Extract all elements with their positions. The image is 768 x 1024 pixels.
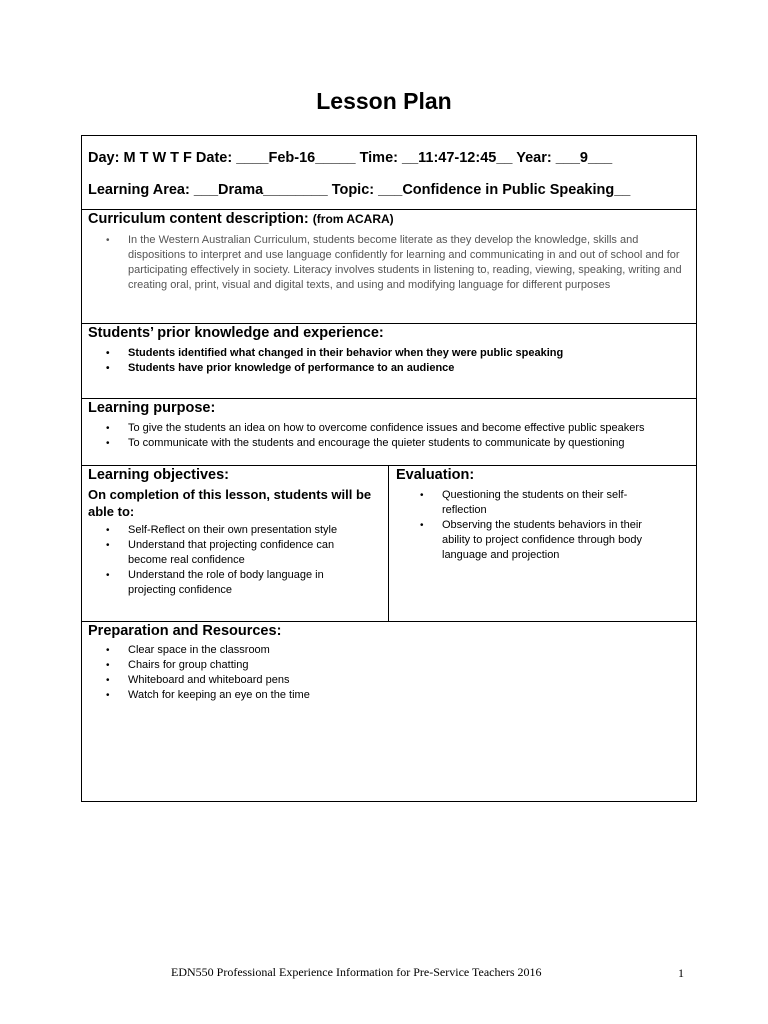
list-item: • Understand that projecting confidence can become real confidence [82,538,372,568]
learning-objectives-intro: On completion of this lesson, students will be able to: [88,487,372,519]
list-item: • Understand the role of body language in projecting confidence [82,568,372,598]
curriculum-section [82,210,696,324]
prior-knowledge-title: Students’ prior knowledge and experience: [88,325,384,341]
learning-purpose-title: Learning purpose: [88,400,216,416]
list-item: • Questioning the students on their self-reflection [396,488,666,518]
curriculum-list [82,233,690,293]
list-item: • Clear space in the classroom [82,643,690,658]
list-item: • Whiteboard and whiteboard pens [82,673,690,688]
learning-objectives-list [82,523,372,598]
curriculum-title [88,211,394,227]
objectives-evaluation-section [82,466,696,622]
header-row [82,136,696,210]
page-number: 1 [678,966,684,980]
list-item: • Chairs for group chatting [82,658,690,673]
column-divider [388,466,389,621]
lesson-plan-table [81,135,697,802]
area-topic-line: Learning Area: ___Drama________ Topic: ___Confidence in Public Speaking__ [88,182,631,198]
resources-title: Preparation and Resources: [88,623,282,639]
day-date-time-line: Day: M T W T F Date: ____Feb-16_____ Time: __11:47-12:45__ Year: ___9___ [88,150,613,166]
learning-objectives-title: Learning objectives: [88,467,230,483]
prior-knowledge-list [82,346,690,376]
resources-list [82,643,690,703]
list-item: • To give the students an idea on how to overcome confidence issues and become effective public speakers [82,421,690,436]
resources-section [82,622,696,802]
curriculum-heading: Curriculum content description: [88,211,309,227]
list-item: • Students have prior knowledge of performance to an audience [82,361,690,376]
footer-text: EDN550 Professional Experience Information for Pre-Service Teachers 2016 [171,965,542,979]
list-item: • Observing the students behaviors in their ability to project confidence through body language and projection [396,518,666,563]
list-item: • Students identified what changed in their behavior when they were public speaking [82,346,690,361]
curriculum-source: (from ACARA) [312,212,394,226]
page-title: Lesson Plan [316,88,452,114]
list-item: • To communicate with the students and encourage the quieter students to communicate by questioning [82,436,690,451]
prior-knowledge-section [82,324,696,399]
evaluation-title: Evaluation: [396,467,475,483]
list-item: • In the Western Australian Curriculum, students become literate as they develop the knowledge, skills and dispositions to interpret and use language confidently for learning and communicating in and out of school and for participating effectively in society. Literacy involves students in listening to, reading, viewing, speaking, writing and creating oral, print, visual and digital texts, and using and modifying language for different purposes [82,233,690,293]
learning-purpose-list [82,421,690,451]
evaluation-list [396,488,666,563]
list-item: • Self-Reflect on their own presentation style [82,523,372,538]
list-item: • Watch for keeping an eye on the time [82,688,690,703]
learning-purpose-section [82,399,696,466]
